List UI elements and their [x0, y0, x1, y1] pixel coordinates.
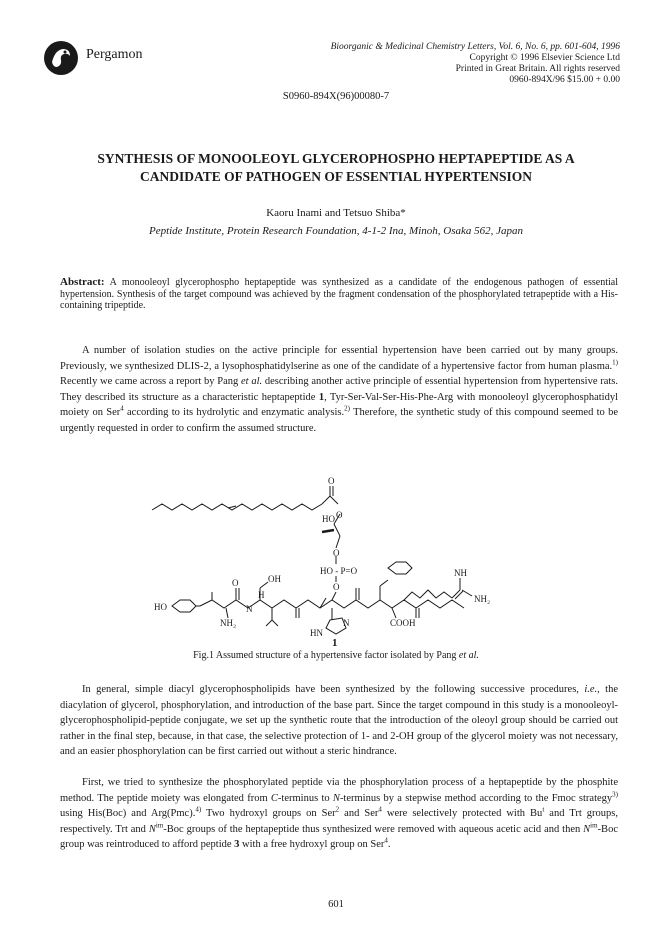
- authors: Kaoru Inami and Tetsuo Shiba*: [266, 207, 406, 219]
- page-number: 601: [328, 899, 344, 910]
- affiliation: Peptide Institute, Protein Research Foundation, 4-1-2 Ina, Minoh, Osaka 562, Japan: [148, 225, 524, 237]
- journal-info: [331, 42, 620, 86]
- label-n-his: N: [343, 618, 350, 628]
- title-line-1: SYNTHESIS OF MONOOLEOYL GLYCEROPHOSPHO HEPTAPEPTIDE AS A: [97, 151, 575, 166]
- paragraph-3: First, we tried to synthesize the phosphorylated peptide via the phosphorylation process of a heptapeptide by the phosphite method. The peptide moiety was elongated from C-terminus to N-terminus by a stepwise method according to the Fmoc strategy$^{3)}$ using His(Boc) and Arg(Pmc).$^{4)}$ Two hydroxyl groups on Ser$^2$ and Ser$^4$ were selectively protected with Bu$^t$ and Trt groups, respectively. Trt and $N^{im}$-Boc groups of the heptapeptide thus synthesized were removed with aqueous acetic acid and then $N^{im}$-Boc group was reintroduced to afford peptide 3 with a free hydroxyl group on Ser$^4$.: [60, 777, 618, 850]
- label-oh-ser2: OH: [268, 574, 281, 584]
- label-o-link: O: [333, 548, 340, 558]
- paragraph-2: In general, simple diacyl glycerophospholipids have been synthesized by the following successive procedures, i.e., the diacylation of glycerol, phosphorylation, and introduction of the base part. Since the target compound in this study is a monooleoyl-glycerophospholipid-peptide conjugate, we set up the synthetic route that the introduction of the oleoyl group should be carried out rather in the final step, because, in that case, the selective protection of 1- and 2-OH group of the glycerol moiety was not necessary, and an easier phosphorylation can be first carried out without a steric hindrance.: [60, 684, 619, 757]
- journal-citation: Bioorganic & Medicinal Chemistry Letters, Vol. 6, No. 6, pp. 601-604, 1996: [330, 42, 620, 52]
- label-ho-glycerol: HO: [322, 514, 335, 524]
- label-n: N: [246, 604, 253, 614]
- compound-number: 1: [332, 637, 338, 646]
- label-ho-tyr: HO: [154, 602, 167, 612]
- figure-caption: Fig.1 Assumed structure of a hypertensive factor isolated by Pang et al.: [193, 650, 479, 661]
- abstract: [60, 277, 618, 312]
- label-hn-his: HN: [310, 628, 323, 638]
- chemical-structure: [150, 468, 530, 646]
- pii-code: S0960-894X(96)00080-7: [282, 91, 390, 102]
- oleoyl-chain: [152, 504, 322, 510]
- label-h: H: [258, 590, 265, 600]
- label-o-carbonyl: O: [328, 476, 335, 486]
- label-cooh: COOH: [390, 618, 416, 628]
- abstract-label: Abstract:: [60, 276, 105, 288]
- label-o-ester: O: [336, 510, 343, 520]
- copyright: Copyright © 1996 Elsevier Science Ltd: [469, 53, 620, 63]
- label-phosphate: HO - P=O: [320, 566, 358, 576]
- rights: Printed in Great Britain. All rights reserved: [455, 64, 620, 74]
- abstract-text: A monooleoyl glycerophospho heptapeptide was synthesized as a candidate of the endogenous pathogen of essential hypertension. Synthesis of the target compound was achieved by the fragment condensation of the phosphorylated tetrapeptide with a His-containing tripeptide.: [60, 277, 618, 311]
- label-nh2: NH₂: [220, 618, 237, 628]
- pergamon-logo: [43, 40, 79, 76]
- paragraph-1: A number of isolation studies on the active principle for essential hypertension have been carried out by many groups. Previously, we synthesized DLIS-2, a lysophosphatidylserine as one of the candidate of a hypertensive factor from human plasma.$^{1)}$ Recently we came across a report by Pang et al. describing another active principle of essential hypertension from hypertensive rats. They described its structure as a characteristic heptapeptide 1, Tyr-Ser-Val-Ser-His-Phe-Arg with monooleoyl glycerophosphatidyl moiety on Ser$^4$ according to its hydrolytic and enzymatic analysis.$^{2)}$ Therefore, the synthetic study of this compound seemed to be urgently requested in order to confirm the assumed structure.: [60, 345, 619, 434]
- label-nh2-arg: NH₂: [474, 594, 491, 604]
- article-title: [50, 150, 622, 186]
- peptide-backbone: [200, 600, 464, 608]
- publisher-name: Pergamon: [86, 47, 143, 62]
- label-o: O: [232, 578, 239, 588]
- label-o-ser: O: [333, 582, 340, 592]
- label-nh: NH: [454, 568, 467, 578]
- issn-price: 0960-894X/96 $15.00 + 0.00: [509, 75, 620, 85]
- title-line-2: CANDIDATE OF PATHOGEN OF ESSENTIAL HYPERTENSION: [140, 169, 532, 184]
